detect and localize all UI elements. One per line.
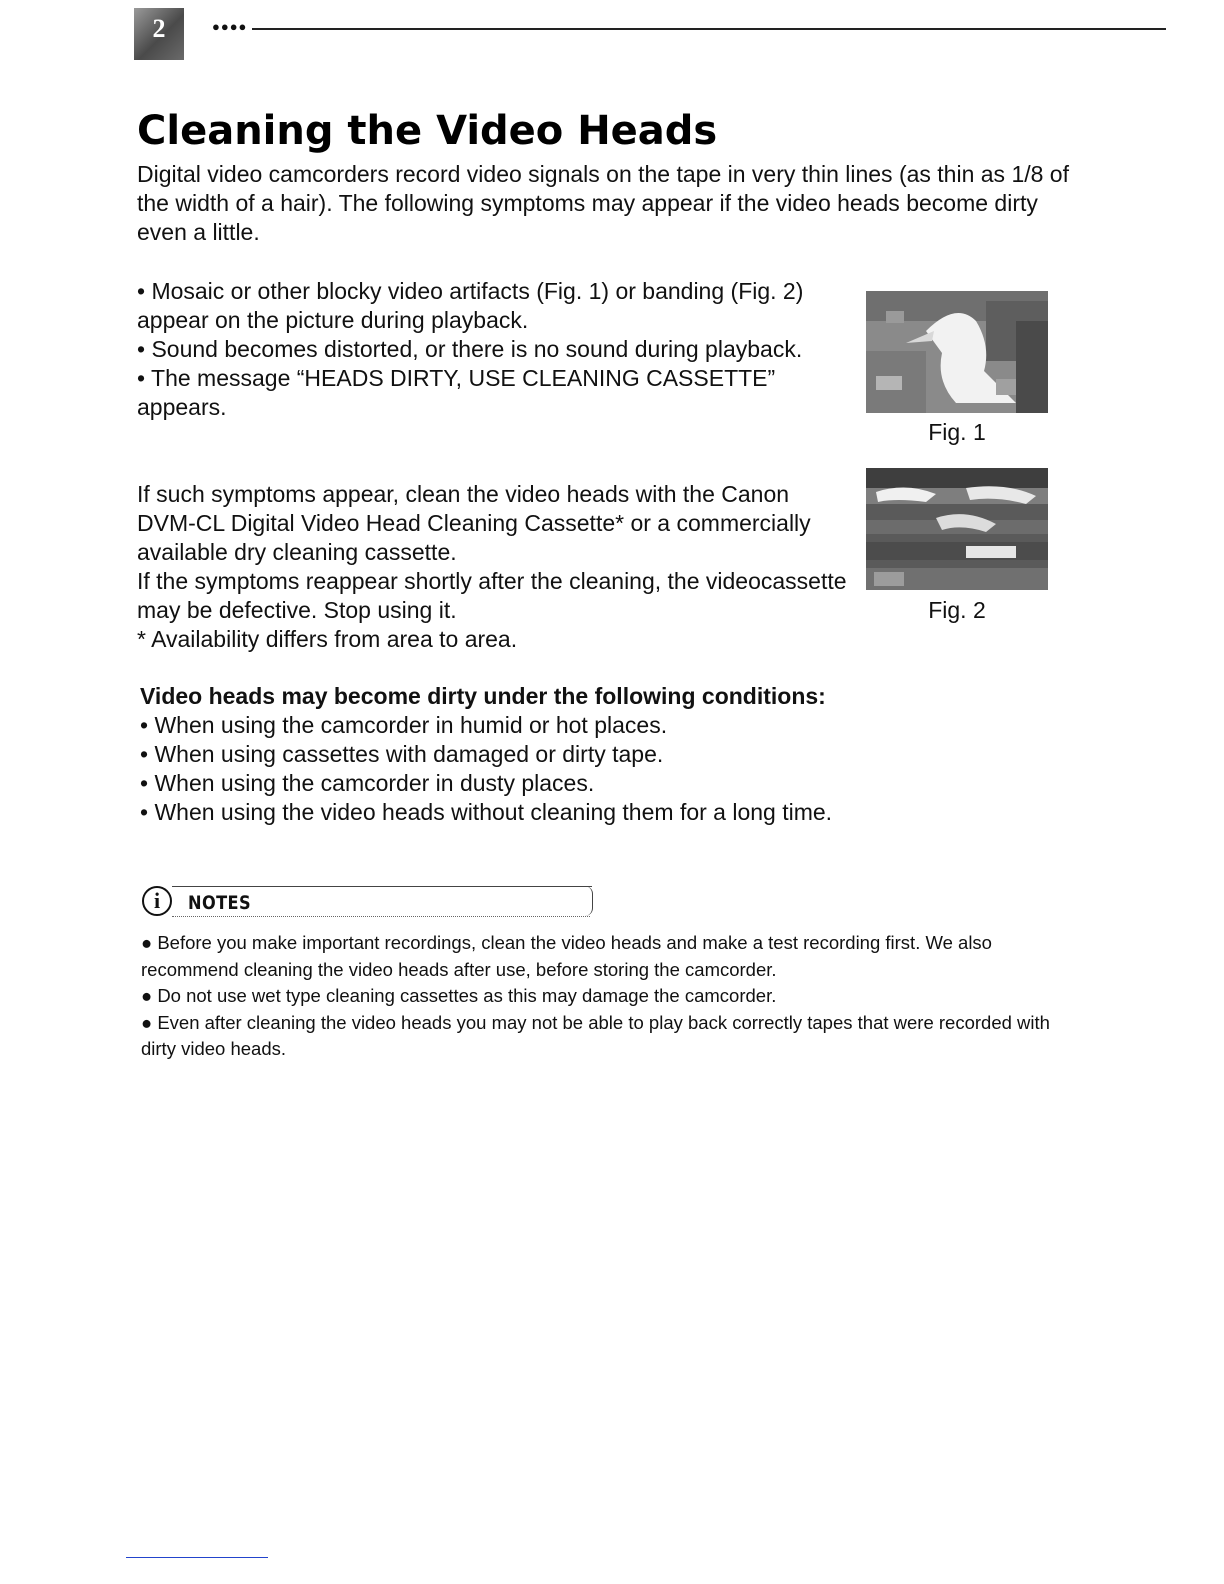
list-item: • When using cassettes with damaged or dirty tape. [140, 741, 664, 767]
symptom-item: • Sound becomes distorted, or there is no sound during playback. [137, 336, 803, 362]
page-title: Cleaning the Video Heads [137, 108, 718, 154]
symptom-item: • Mosaic or other blocky video artifacts (Fig. 1) or banding (Fig. 2) appear on the picture during playback. [137, 278, 804, 333]
header-rule [252, 28, 1166, 30]
figure-1-caption: Fig. 1 [928, 419, 986, 445]
remedy-paragraph: If the symptoms reappear shortly after the cleaning, the videocassette may be defective. Stop using it. [137, 568, 847, 623]
note-item: ● Do not use wet type cleaning cassettes as this may damage the camcorder. [141, 985, 777, 1006]
header-dots: ●●●● [212, 19, 248, 34]
notes-bracket [582, 886, 593, 916]
footer-rule [126, 1557, 268, 1558]
remedy-paragraph: If such symptoms appear, clean the video heads with the Canon DVM-CL Digital Video Head Cleaning Cassette* or a commercially available dry cleaning cassette. [137, 481, 811, 565]
availability-footnote: * Availability differs from area to area. [137, 626, 518, 652]
info-icon: i [142, 886, 172, 916]
figure-2-caption: Fig. 2 [928, 597, 986, 623]
notes-top-rule [172, 886, 592, 887]
note-item: ● Before you make important recordings, clean the video heads and make a test recording first. We also recommend cleaning the video heads after use, before storing the camcorder. [141, 932, 992, 980]
notes-header [142, 884, 592, 924]
chapter-number: 2 [152, 14, 166, 43]
figure-2-banding-image [866, 468, 1048, 590]
symptom-list [137, 277, 837, 422]
notes-title: NOTES [188, 892, 252, 914]
notes-list [141, 930, 1071, 1063]
chapter-tab [134, 8, 184, 60]
symptom-item: • The message “HEADS DIRTY, USE CLEANING CASSETTE” appears. [137, 365, 776, 420]
conditions-section [140, 682, 1040, 827]
remedy-section [137, 480, 847, 654]
list-item: • When using the camcorder in dusty places. [140, 770, 595, 796]
list-item: • When using the camcorder in humid or hot places. [140, 712, 668, 738]
figure-1-mosaic-image [866, 291, 1048, 413]
notes-bottom-rule [172, 916, 590, 917]
list-item: • When using the video heads without cleaning them for a long time. [140, 799, 833, 825]
conditions-heading: Video heads may become dirty under the following conditions: [140, 683, 826, 709]
note-item: ● Even after cleaning the video heads you may not be able to play back correctly tapes that were recorded with dirty video heads. [141, 1011, 1050, 1059]
intro-paragraph: Digital video camcorders record video signals on the tape in very thin lines (as thin as 1/8 of the width of a hair). The following symptoms may appear if the video heads become dirty even a little. [137, 161, 1069, 245]
conditions-list [140, 711, 1040, 827]
